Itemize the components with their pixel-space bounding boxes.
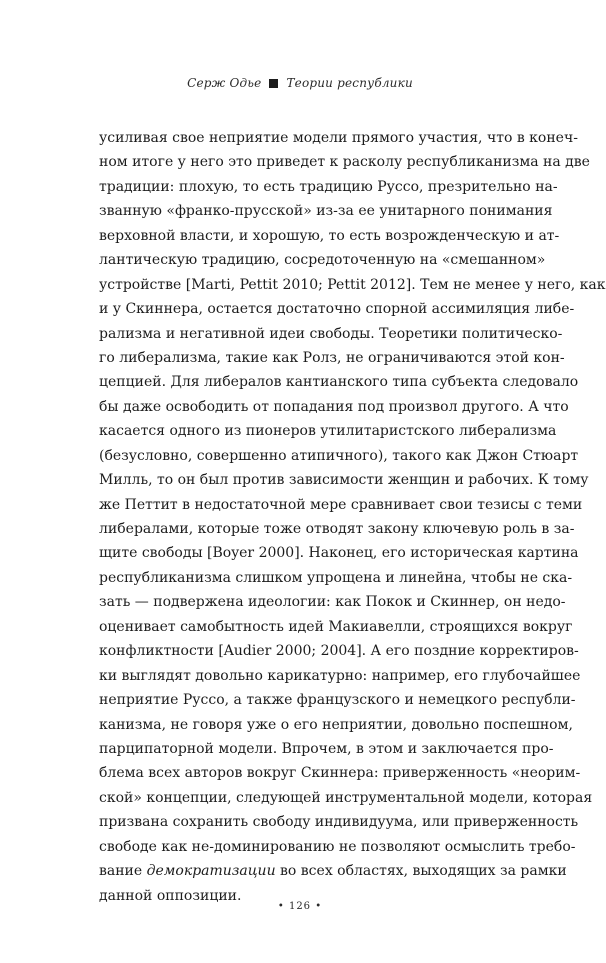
text-line: ном итоге у него это приведет к расколу республиканизма на две — [99, 154, 590, 171]
text-line: рализма и негативной идеи свободы. Теоретики политическо- — [99, 325, 563, 342]
text-line: ской» концепции, следующей инструментальной модели, которая — [99, 789, 593, 806]
italic-emphasis: демократизации — [146, 863, 276, 880]
text-line: (безусловно, совершенно атипичного), такого как Джон Стюарт — [99, 447, 579, 464]
text-line: цепцией. Для либералов кантианского типа субъекта следовало — [99, 374, 579, 391]
text-line: бы даже освободить от попадания под произвол другого. А что — [99, 398, 569, 415]
text-line: Милль, то он был против зависимости женщин и рабочих. К тому — [99, 472, 589, 489]
text-line: го либерализма, такие как Ролз, не ограничиваются этой кон- — [99, 349, 565, 366]
header-author: Серж Одье — [187, 76, 262, 90]
text-line: традиции: плохую, то есть традицию Руссо, презрительно на- — [99, 178, 558, 195]
text-line: либералами, которые тоже отводят закону ключевую роль в за- — [99, 521, 575, 537]
text-line: парципаторной модели. Впрочем, в этом и заключается про- — [99, 740, 554, 757]
text-line: устройстве [Marti, Pettit 2010; Pettit 2012]. Тем не менее у него, как — [99, 276, 606, 293]
text-line: же Петтит в недостаточной мере сравнивает свои тезисы с теми — [99, 496, 583, 513]
text-line: конфликтности [Audier 2000; 2004]. А его поздние корректиров- — [99, 643, 579, 660]
text-line: неприятие Руссо, а также французского и немецкого республи- — [99, 692, 576, 709]
text-line: званную «франко-прусской» из-за ее унитарного понимания — [99, 203, 553, 220]
text-line: ки выглядят довольно карикатурно: например, его глубочайшее — [99, 667, 581, 684]
text-line: лантическую традицию, сосредоточенную на «смешанном» — [99, 252, 546, 269]
line-31-before: вание — [99, 863, 147, 880]
text-line: и у Скиннера, остается достаточно спорной ассимиляция либе- — [99, 301, 575, 318]
page-number: • 126 • — [277, 901, 323, 912]
text-line: щите свободы [Boyer 2000]. Наконец, его историческая картина — [99, 545, 579, 562]
text-line: верховной власти, и хорошую, то есть возрожденческую и ат- — [99, 227, 560, 244]
body-text — [99, 126, 606, 908]
text-line: касается одного из пионеров утилитаристского либерализма — [99, 423, 557, 440]
text-line-last: данной оппозиции. — [99, 887, 242, 904]
text-line-emphasis — [99, 859, 567, 883]
text-line: призвана сохранить свободу индивидуума, или приверженность — [99, 814, 579, 831]
text-line: оценивает самобытность идей Макиавелли, строящихся вокруг — [99, 618, 573, 635]
text-line: зать — подвержена идеологии: как Покок и Скиннер, он недо- — [99, 594, 566, 611]
text-line: канизма, не говоря уже о его неприятии, довольно поспешном, — [99, 716, 573, 733]
running-header — [0, 76, 600, 90]
text-line: республиканизма слишком упрощена и линейна, чтобы не ска- — [99, 569, 573, 586]
text-line: усиливая свое неприятие модели прямого участия, что в конеч- — [99, 130, 578, 146]
text-line: свободе как не-доминированию не позволяют осмыслить требо- — [99, 838, 576, 855]
header-separator-square — [269, 79, 278, 88]
line-31-after: во всех областях, выходящих за рамки — [275, 863, 567, 880]
text-line: блема всех авторов вокруг Скиннера: приверженность «неорим- — [99, 765, 581, 782]
header-title: Теории республики — [286, 76, 413, 90]
